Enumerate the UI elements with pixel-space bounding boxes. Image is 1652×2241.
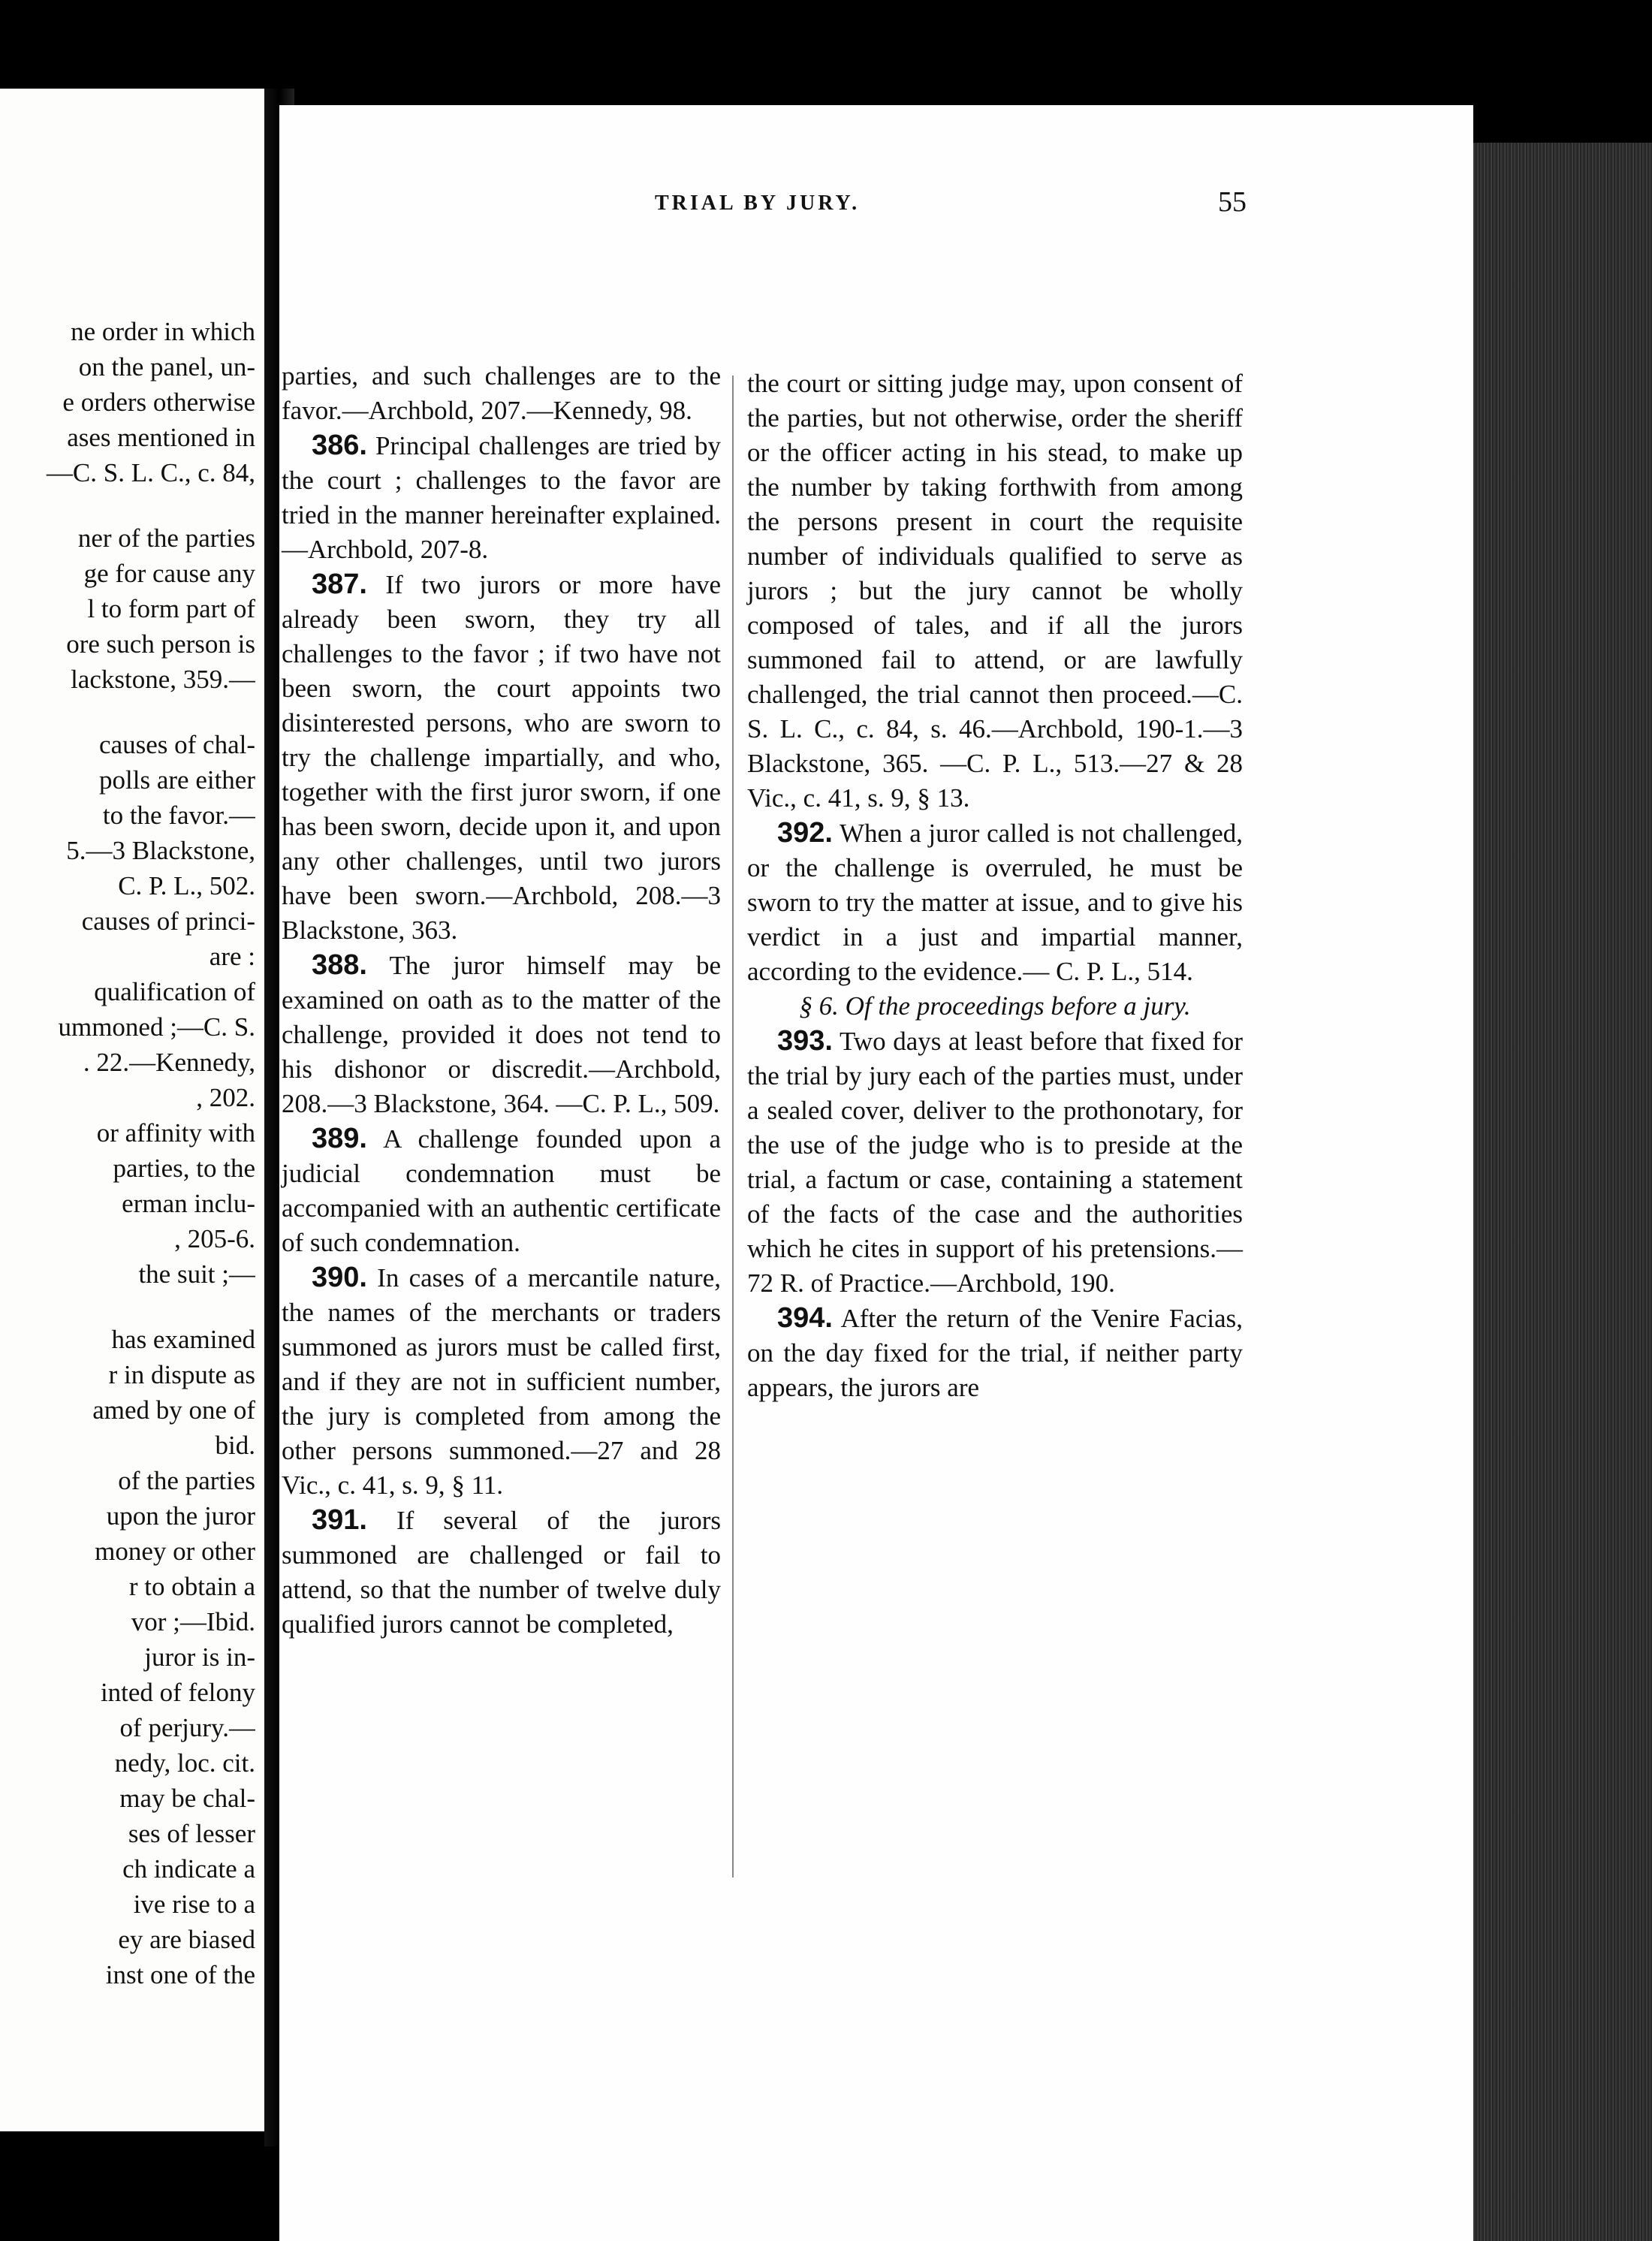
- left-page-line: vor ;—Ibid.: [131, 1607, 255, 1636]
- left-page-line: nedy, loc. cit.: [114, 1748, 255, 1778]
- left-page-line: erman inclu-: [122, 1189, 255, 1218]
- left-page-line: has examined: [111, 1325, 255, 1354]
- paragraph-text: If two jurors or more have already been sworn, they try all challenges to the favor ; if two have not been sworn, the court appoints two disinterested persons, who are sworn to try the challenge impartially, and who, together with the first juror sworn, if one has been sworn, decide upon it, and upon any other challenges, until two jurors have been sworn.—Archbold, 208.—3 Blackstone, 363.: [282, 570, 721, 945]
- left-page-line: causes of princi-: [81, 906, 255, 936]
- paragraph-number: 392.: [777, 817, 833, 849]
- left-page-line: may be chal-: [119, 1784, 255, 1813]
- paragraph-number: 389.: [312, 1123, 367, 1154]
- paragraph-386: [282, 428, 721, 567]
- paragraph-text: A challenge founded upon a judicial condemnation must be accompanied with an authentic certificate of such condemnation.: [282, 1124, 722, 1257]
- left-page: [0, 89, 264, 2131]
- paragraph-text: Two days at least before that fixed for the trial by jury each of the parties must, under a sealed cover, deliver to the prothonotary, for the use of the judge who is to preside at the trial, a factum or case, containing a statement of the facts of the case and the authorities which he cites in support of his pretensions.— 72 R. of Practice.—Archbold, 190.: [747, 1027, 1243, 1298]
- paragraph-number: 387.: [312, 569, 367, 600]
- left-page-line: causes of chal-: [99, 730, 255, 759]
- left-page-line: ummoned ;—C. S.: [58, 1012, 255, 1042]
- right-opening-text: the court or sitting judge may, upon consent of the parties, but not otherwise, order the sheriff or the officer acting in his stead, to make up the number by taking forthwith from among the persons present in court the requisite number of individuals qualified to serve as jurors ; but the jury cannot be wholly composed of tales, and if all the jurors summoned fail to attend, or are lawfully challenged, the trial cannot then proceed.—C. S. L. C., c. 84, s. 46.—Archbold, 190-1.—3 Blackstone, 365. —C. P. L., 513.—27 & 28 Vic., c. 41, s. 9, § 13.: [747, 369, 1243, 813]
- left-page-line: ore such person is: [66, 629, 255, 659]
- left-page-line: [0, 697, 255, 727]
- middle-column: [282, 359, 721, 1642]
- paragraph-number: 390.: [312, 1262, 367, 1293]
- paragraph-390: [282, 1260, 721, 1503]
- paragraph-389: [282, 1121, 721, 1260]
- left-page-line: upon the juror: [106, 1501, 255, 1531]
- left-page-line: [0, 1292, 255, 1322]
- left-page-line: ch indicate a: [122, 1854, 255, 1884]
- left-page-line: bid.: [215, 1431, 255, 1460]
- left-page-line: ne order in which: [71, 317, 255, 346]
- left-page-line: parties, to the: [113, 1154, 255, 1183]
- paragraph-text: When a juror called is not challenged, or the challenge is overruled, he must be sworn to try the matter at issue, and to give his verdict in a just and impartial manner, according to the evidence.— C. P. L., 514.: [747, 819, 1243, 986]
- left-page-line: C. P. L., 502.: [118, 871, 255, 900]
- paragraph-number: 386.: [312, 430, 367, 461]
- left-page-line: are :: [209, 942, 255, 971]
- middle-opening-text: parties, and such challenges are to the favor.—Archbold, 207.—Kennedy, 98.: [282, 361, 721, 425]
- paragraph-number: 391.: [312, 1504, 367, 1536]
- right-column: [747, 366, 1243, 1405]
- left-page-line: ey are biased: [118, 1925, 255, 1954]
- paragraph-number: 388.: [312, 949, 367, 981]
- left-page-line: of the parties: [118, 1466, 255, 1495]
- left-page-line: of perjury.—: [119, 1713, 255, 1742]
- left-page-line: on the panel, un-: [78, 352, 255, 382]
- left-page-line: lackstone, 359.—: [71, 665, 255, 694]
- paragraph-393: [747, 1024, 1243, 1301]
- left-page-line: r in dispute as: [108, 1360, 255, 1389]
- left-page-line: or affinity with: [96, 1118, 255, 1148]
- left-page-line: , 202.: [196, 1083, 255, 1112]
- left-page-line: l to form part of: [87, 594, 255, 623]
- left-page-line: r to obtain a: [128, 1572, 255, 1601]
- left-page-line: —C. S. L. C., c. 84,: [46, 458, 255, 487]
- left-page-line: amed by one of: [92, 1395, 255, 1425]
- paragraph-388: [282, 948, 721, 1121]
- left-page-line: juror is in-: [144, 1642, 255, 1672]
- left-page-line: . 22.—Kennedy,: [83, 1048, 255, 1077]
- column-divider: [732, 376, 734, 1878]
- left-page-line: 5.—3 Blackstone,: [66, 836, 255, 865]
- paragraph-text: In cases of a mercantile nature, the names of the merchants or traders summoned as jurors must be called first, and if they are not in sufficient number, the jury is completed from among the other persons summoned.—27 and 28 Vic., c. 41, s. 9, § 11.: [282, 1263, 721, 1500]
- paragraph-text: If several of the jurors summoned are challenged or fail to attend, so that the number of twelve duly qualified jurors cannot be completed,: [282, 1506, 722, 1639]
- page-number: 55: [1218, 186, 1247, 218]
- left-page-text: [0, 314, 255, 1992]
- book-page-edges: [1472, 143, 1652, 2241]
- left-page-line: the suit ;—: [138, 1259, 255, 1289]
- left-page-line: ses of lesser: [128, 1819, 255, 1848]
- left-page-line: inted of felony: [100, 1678, 255, 1707]
- paragraph-number: 393.: [777, 1025, 833, 1057]
- paragraph-number: 394.: [777, 1302, 833, 1334]
- section-heading: § 6. Of the proceedings before a jury.: [799, 991, 1191, 1021]
- left-page-line: to the favor.—: [102, 801, 255, 830]
- left-page-line: ge for cause any: [83, 559, 255, 588]
- paragraph-394: [747, 1301, 1243, 1405]
- paragraph-text: The juror himself may be examined on oath as to the matter of the challenge, provided it does not tend to his dishonor or discredit.—Archbold, 208.—3 Blackstone, 364. —C. P. L., 509.: [282, 951, 721, 1118]
- paragraph-392: [747, 816, 1243, 989]
- paragraph-text: After the return of the Venire Facias, on the day fixed for the trial, if neither party appears, the jurors are: [747, 1304, 1243, 1402]
- left-page-line: e orders otherwise: [62, 388, 255, 417]
- left-page-line: ive rise to a: [133, 1890, 255, 1919]
- paragraph-text: Principal challenges are tried by the court ; challenges to the favor are tried in the manner hereinafter explained.—Archbold, 207-8.: [282, 431, 722, 564]
- left-page-line: ases mentioned in: [67, 423, 255, 452]
- running-header: [279, 186, 1473, 229]
- left-page-line: , 205-6.: [174, 1224, 255, 1253]
- left-page-line: polls are either: [99, 765, 255, 795]
- left-page-line: ner of the parties: [77, 523, 255, 553]
- left-page-line: [0, 490, 255, 520]
- left-page-line: money or other: [95, 1537, 255, 1566]
- paragraph-387: [282, 567, 721, 948]
- paragraph-391: [282, 1503, 721, 1642]
- running-title: TRIAL BY JURY.: [655, 192, 861, 215]
- left-page-line: inst one of the: [105, 1960, 255, 1989]
- left-page-line: qualification of: [94, 977, 255, 1006]
